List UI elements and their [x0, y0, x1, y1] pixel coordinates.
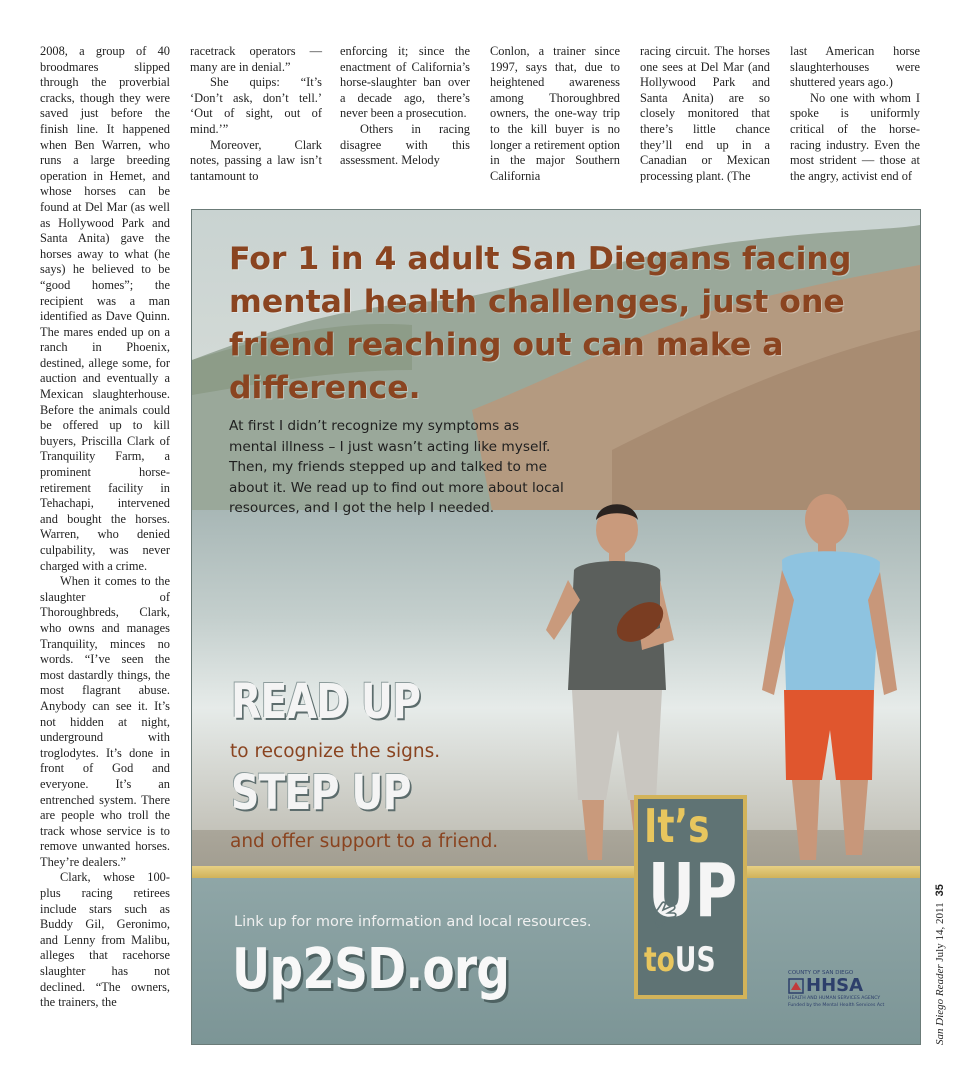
ad-website-url[interactable]: Up2SD.org: [232, 937, 510, 1002]
hhsa-name: HHSA: [806, 975, 864, 996]
paragraph: Conlon, a trainer since 1997, says that, due to heightened awareness among Thoroughbred owners, the one-way trip to the kill buyer is no longer a retirement option in the major Southern California: [490, 44, 620, 183]
hhsa-agency: HEALTH AND HUMAN SERVICES AGENCY: [788, 996, 881, 1001]
hhsa-logo: [788, 970, 898, 1010]
ad-testimonial: At first I didn’t recognize my symptoms as mental illness – I just wasn’t acting like myself. Then, my friends stepped up and talked to me about it. We read up to find out more about local resources, and I got the help I needed.: [229, 418, 564, 516]
article-column-6: [790, 44, 920, 184]
read-up-subtext: to recognize the signs.: [230, 741, 441, 762]
paragraph: Others in racing disagree with this assessment. Melody: [340, 121, 470, 168]
issue-date: July 14, 2011: [934, 902, 946, 962]
paragraph: When it comes to the slaughter of Thoroughbreds, Clark, who owns and manages Tranquility, minces no words. “I’ve seen the most dastardly things, the most flagrant abuse. Anybody can see it. It’s not hidden at night, underground with troglodytes. It’s done in front of God and everyone. It’s an entrenched system. There are people who troll the track whose service is to remove unwanted horses. They’re dealers.”: [40, 574, 170, 869]
logo-to-us: [644, 940, 716, 980]
paragraph: 2008, a group of 40 broodmares slipped through the proverbial cracks, though they were saved just before the finish line. It happened when Ben Warren, who runs a large breeding operation in Hemet, and whose horses can be found at Del Mar (as well as Hollywood Park and Santa Anita) gave the horses away to what (he says) he believed to be “good homes”; the recipient was a man identified as Dave Quinn. The mares ended up on a ranch in Phoenix, destined, allege some, for auction and eventually a Mexican slaughterhouse. Before the animals could be offered up to kill buyers, Priscilla Clark of Tranquility Farm, a prominent horse-retirement facility in Tehachapi, intervened and bought the horses. Warren, who denied culpability, was never charged with a crime.: [40, 44, 170, 573]
logo-us: US: [674, 940, 716, 980]
county-seal-icon: [788, 978, 804, 994]
publication-name: San Diego Reader: [934, 964, 946, 1045]
paragraph: racetrack operators — many are in denial.”: [190, 44, 322, 74]
hhsa-funded: Funded by the Mental Health Services Act: [788, 1003, 885, 1008]
article-column-4: [490, 44, 620, 184]
paragraph: Clark, whose 100-plus racing retirees include stars such as Buddy Gil, Geronimo, and Lenny from Malibu, alleges that racehorse slaughter has not declined. “The owners, the trainers, the: [40, 870, 170, 1010]
ad-gold-band: [192, 866, 920, 878]
paragraph: enforcing it; since the enactment of California’s horse-slaughter ban over a decade ago, there’s never been a prosecution.: [340, 44, 470, 121]
page-number: 35: [934, 884, 946, 897]
hand-icon: [652, 899, 678, 929]
paragraph: No one with whom I spoke is uniformly critical of the horse-racing industry. Even the most strident — those at the angry, activist end of: [790, 90, 920, 183]
paragraph: last American horse slaughterhouses were shuttered years ago.): [790, 44, 920, 90]
article-column-3: [340, 44, 470, 169]
paragraph: She quips: “It’s ‘Don’t ask, don’t tell.’ ‘Out of sight, out of mind.’”: [190, 75, 322, 136]
step-up-heading: STEP UP: [231, 765, 411, 821]
hhsa-county: COUNTY OF SAN DIEGO: [788, 970, 854, 976]
paragraph: Moreover, Clark notes, passing a law isn’t tantamount to: [190, 137, 322, 183]
logo-its: It’s: [644, 799, 710, 853]
article-column-2: [190, 44, 322, 184]
article-column-1: [40, 44, 170, 1011]
logo-up: UP: [648, 848, 738, 934]
its-up-to-us-logo: [634, 795, 747, 999]
page-credit: [934, 884, 946, 1045]
article-column-5: [640, 44, 770, 184]
mental-health-advertisement: [191, 209, 921, 1045]
ad-headline: For 1 in 4 adult San Diegans facing mental health challenges, just one friend reaching out can make a difference.: [229, 241, 852, 406]
step-up-subtext: and offer support to a friend.: [230, 831, 499, 852]
read-up-heading: READ UP: [231, 674, 421, 730]
logo-to: to: [644, 940, 675, 980]
paragraph: racing circuit. The horses one sees at Del Mar (and Hollywood Park and Santa Anita) are so closely monitored that there’s little chance they’ll end up in a Canadian or Mexican processing plant. (The: [640, 44, 770, 183]
ad-link-text: Link up for more information and local resources.: [234, 914, 592, 930]
